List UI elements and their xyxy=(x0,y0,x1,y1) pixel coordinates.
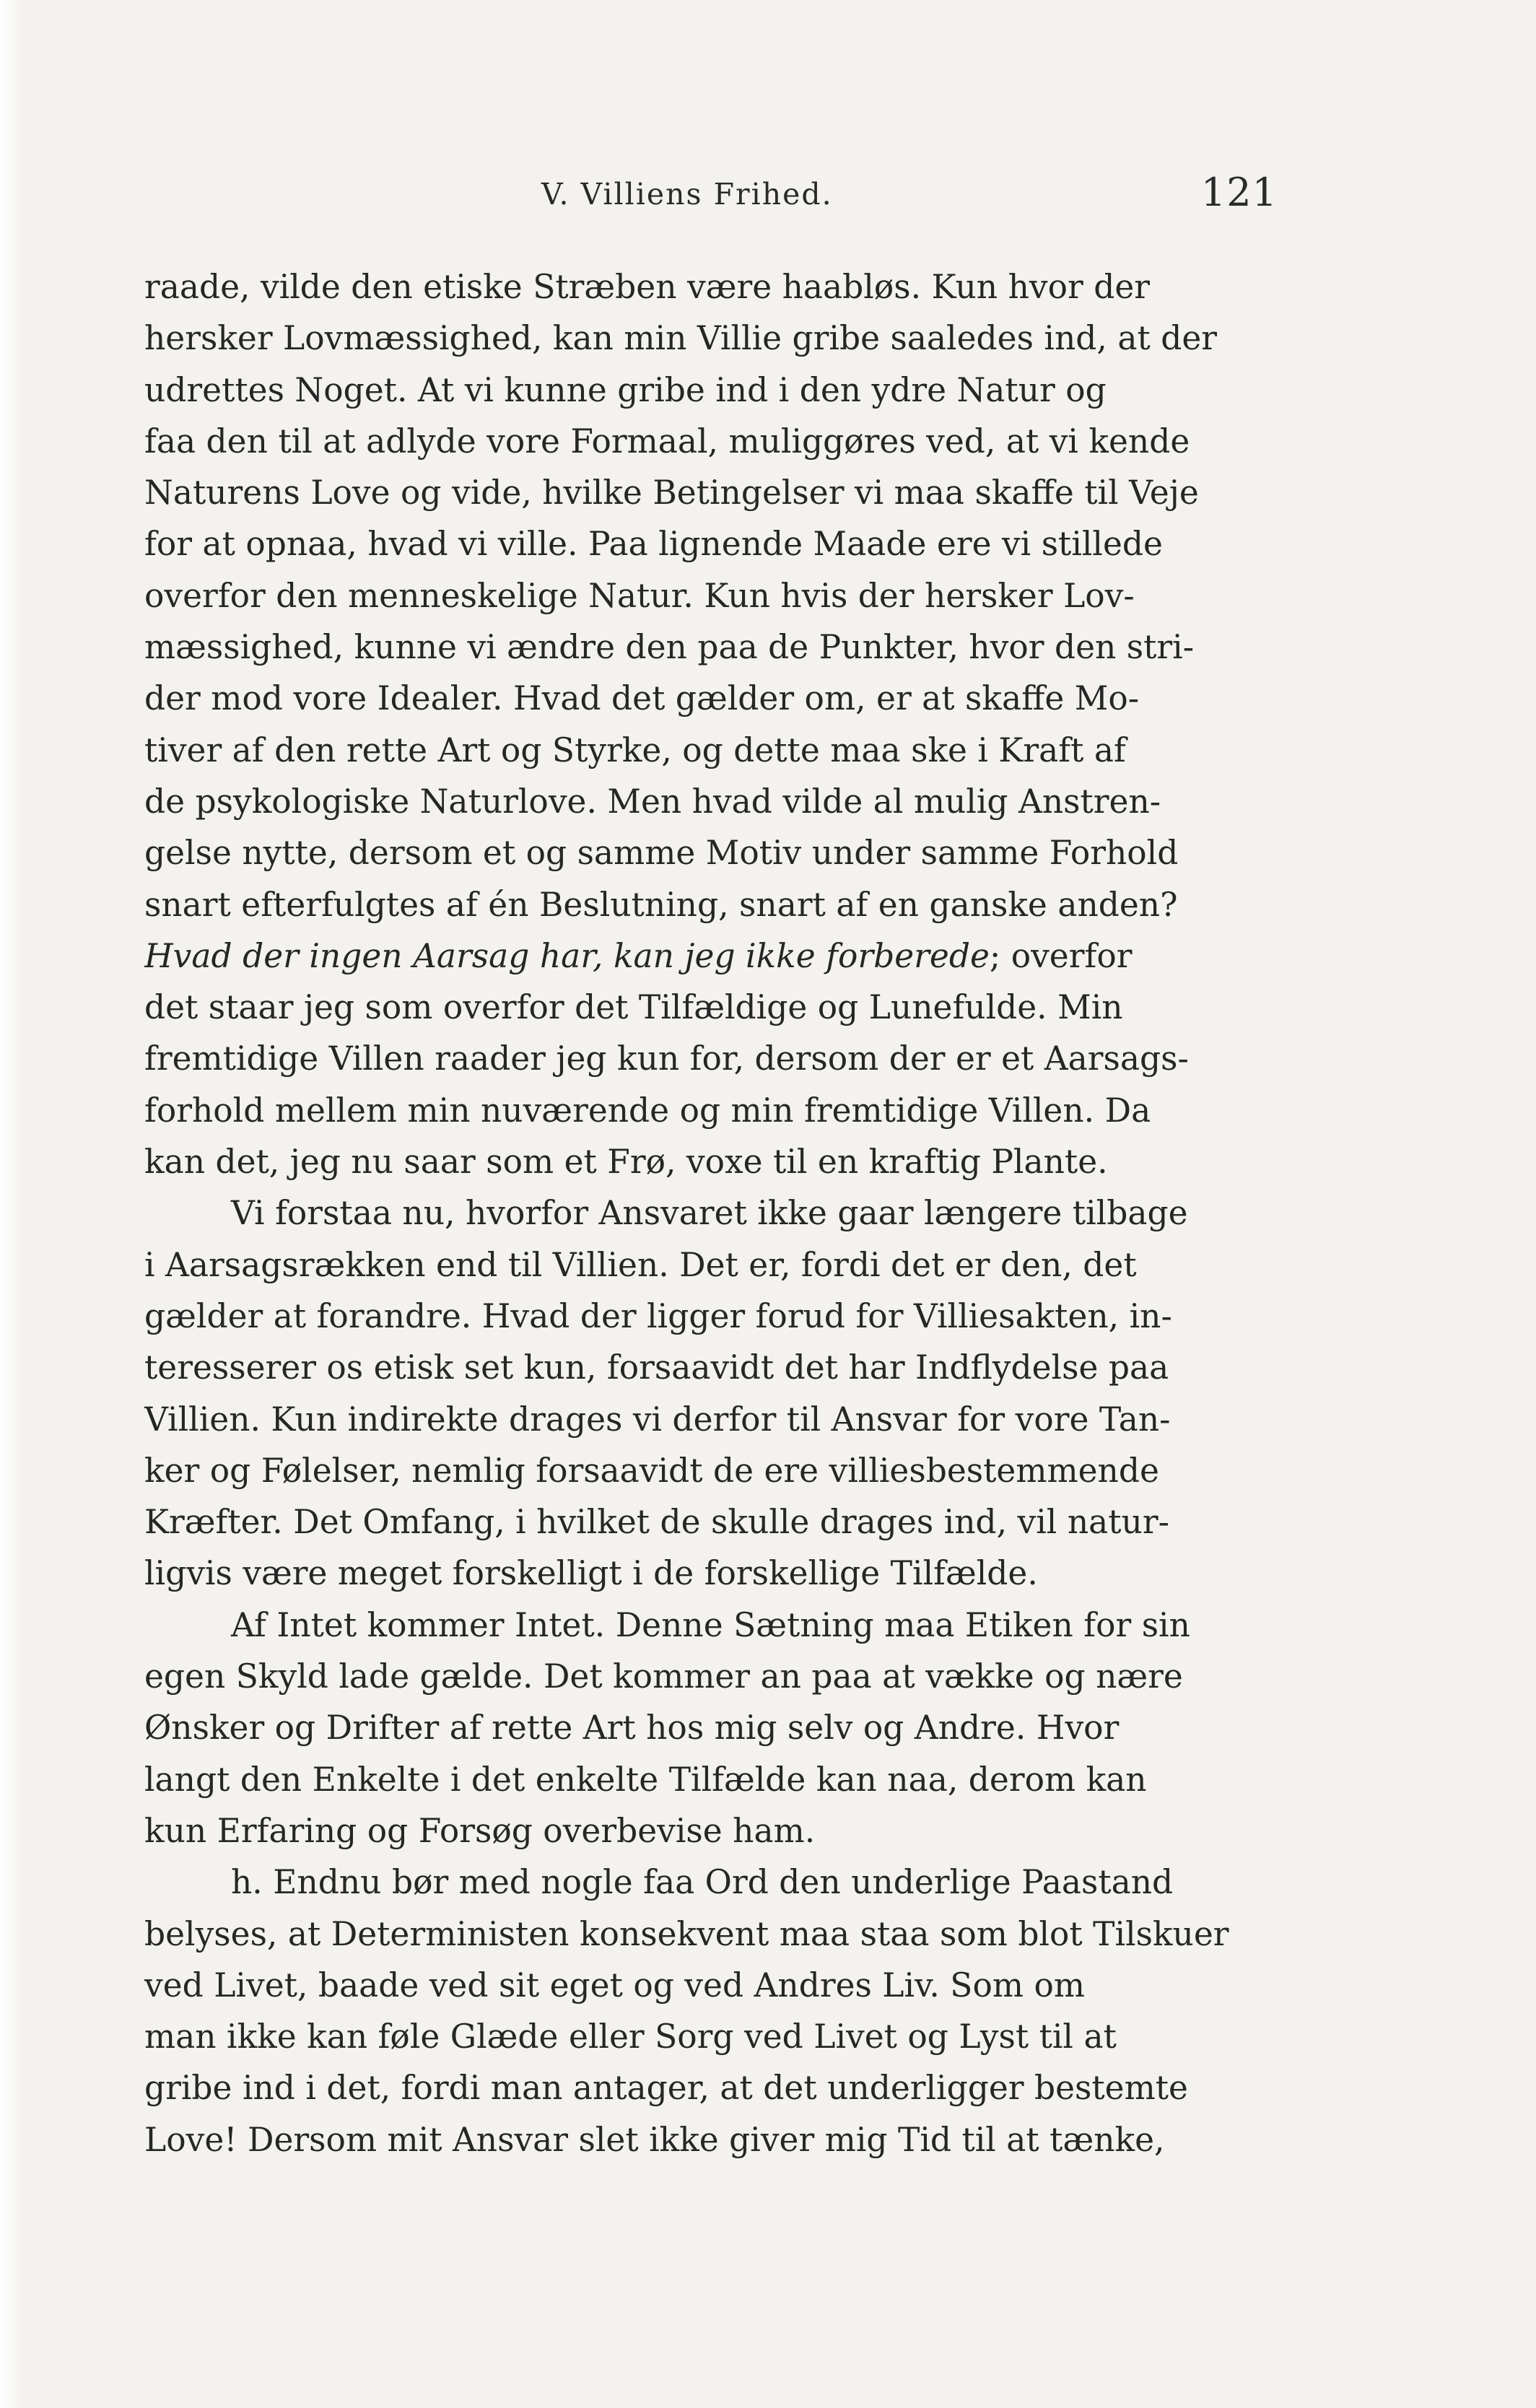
page-header xyxy=(144,170,1278,220)
text-line: man ikke kan føle Glæde eller Sorg ved Livet og Lyst til at xyxy=(144,2017,1117,2056)
text-line: udrettes Noget. At vi kunne gribe ind i den ydre Natur og xyxy=(144,370,1107,409)
text-line: mæssighed, kunne vi ændre den paa de Punkter, hvor den stri- xyxy=(144,628,1195,667)
text-line: Af Intet kommer Intet. Denne Sætning maa Etiken for sin xyxy=(231,1605,1190,1644)
running-title: V. Villiens Frihed. xyxy=(541,177,833,211)
text-line: belyses, at Deterministen konsekvent maa staa som blot Tilskuer xyxy=(144,1914,1229,1953)
text-line: Kræfter. Det Omfang, i hvilket de skulle drages ind, vil natur- xyxy=(144,1503,1169,1542)
text-line: tiver af den rette Art og Styrke, og dette maa ske i Kraft af xyxy=(144,730,1126,769)
text-line: kan det, jeg nu saar som et Frø, voxe til en kraftig Plante. xyxy=(144,1143,1108,1182)
text-line: for at opnaa, hvad vi ville. Paa lignende Maade ere vi stillede xyxy=(144,525,1163,564)
text-line: der mod vore Idealer. Hvad det gælder om, er at skaffe Mo- xyxy=(144,679,1140,718)
text-line: Love! Dersom mit Ansvar slet ikke giver mig Tid til at tænke, xyxy=(144,2120,1165,2159)
text-line: overfor den menneskelige Natur. Kun hvis der hersker Lov- xyxy=(144,576,1135,615)
text-line: ligvis være meget forskelligt i de forskellige Tilfælde. xyxy=(144,1554,1038,1593)
text-line-rest: ; overfor xyxy=(989,936,1133,975)
text-line: Ønsker og Drifter af rette Art hos mig selv og Andre. Hvor xyxy=(144,1709,1120,1748)
text-line: faa den til at adlyde vore Formaal, muliggøres ved, at vi kende xyxy=(144,422,1190,461)
body-text xyxy=(144,261,1278,2165)
paragraph xyxy=(144,261,1278,1187)
text-line: det staar jeg som overfor det Tilfældige og Lunefulde. Min xyxy=(144,988,1123,1027)
text-line: h. Endnu bør med nogle faa Ord den underlige Paastand xyxy=(231,1863,1174,1902)
text-line: forhold mellem min nuværende og min fremtidige Villen. Da xyxy=(144,1091,1151,1130)
text-line: ved Livet, baade ved sit eget og ved Andres Liv. Som om xyxy=(144,1966,1086,2005)
text-line: i Aarsagsrækken end til Villien. Det er, fordi det er den, det xyxy=(144,1245,1137,1284)
text-line: fremtidige Villen raader jeg kun for, dersom der er et Aarsags- xyxy=(144,1039,1189,1078)
page-number: 121 xyxy=(1200,170,1278,215)
text-line: gribe ind i det, fordi man antager, at det underligger bestemte xyxy=(144,2069,1188,2108)
text-line: snart efterfulgtes af én Beslutning, snart af en ganske anden? xyxy=(144,885,1178,924)
text-line: Villien. Kun indirekte drages vi derfor til Ansvar for vore Tan- xyxy=(144,1400,1171,1439)
page-binding-edge xyxy=(0,0,22,2408)
book-page xyxy=(22,0,1536,2408)
italic-phrase: Hvad der ingen Aarsag har, kan jeg ikke forberede xyxy=(144,936,990,975)
text-line: hersker Lovmæssighed, kan min Villie gribe saaledes ind, at der xyxy=(144,319,1217,358)
text-line: gælder at forandre. Hvad der ligger forud for Villiesakten, in- xyxy=(144,1296,1172,1335)
text-line-italic-phrase xyxy=(144,930,1278,982)
text-line: ker og Følelser, nemlig forsaavidt de ere villiesbestemmende xyxy=(144,1451,1159,1490)
text-line: Naturens Love og vide, hvilke Betingelser vi maa skaffe til Veje xyxy=(144,474,1199,512)
text-line: teresserer os etisk set kun, forsaavidt det har Indflydelse paa xyxy=(144,1348,1169,1387)
text-line: Vi forstaa nu, hvorfor Ansvaret ikke gaar længere tilbage xyxy=(231,1194,1188,1233)
text-line: de psykologiske Naturlove. Men hvad vilde al mulig Anstren- xyxy=(144,782,1161,821)
text-line: gelse nytte, dersom et og samme Motiv under samme Forhold xyxy=(144,834,1179,873)
text-line: langt den Enkelte i det enkelte Tilfælde kan naa, derom kan xyxy=(144,1760,1147,1799)
text-line: kun Erfaring og Forsøg overbevise ham. xyxy=(144,1811,816,1850)
text-line: raade, vilde den etiske Stræben være haabløs. Kun hvor der xyxy=(144,268,1150,306)
text-line: egen Skyld lade gælde. Det kommer an paa at vække og nære xyxy=(144,1657,1183,1696)
paragraph xyxy=(144,1857,1278,2165)
paragraph xyxy=(144,1187,1278,1599)
paragraph xyxy=(144,1600,1278,1857)
